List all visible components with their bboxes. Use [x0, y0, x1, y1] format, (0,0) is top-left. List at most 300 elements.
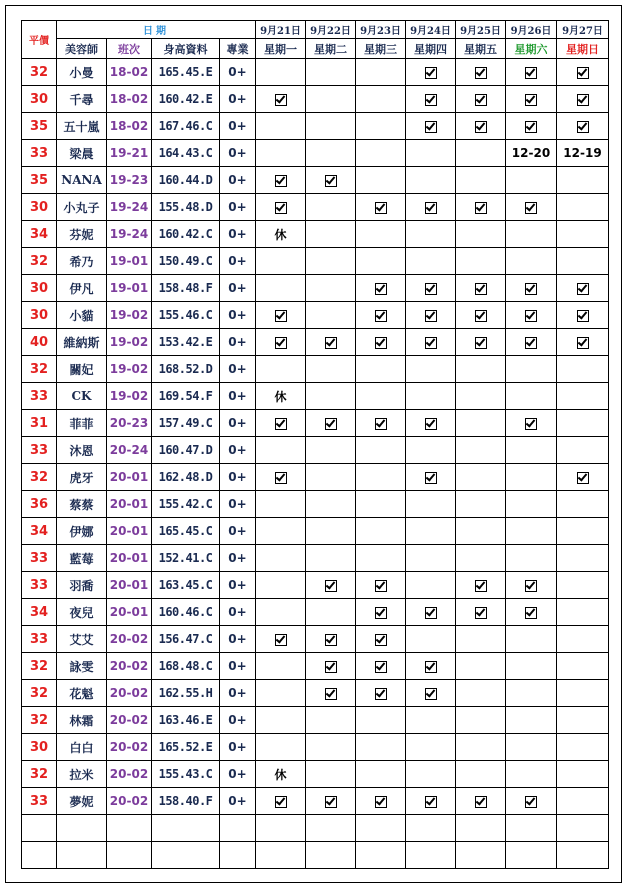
checkbox-checked-icon [425, 283, 437, 295]
day-cell [256, 167, 306, 194]
day-cell [356, 707, 406, 734]
group-cell: 20-02 [107, 707, 152, 734]
day-cell [456, 275, 506, 302]
day-cell [406, 167, 456, 194]
group-column-header: 班次 [107, 39, 152, 59]
day-cell [456, 329, 506, 356]
day-cell [406, 761, 456, 788]
day-cell [557, 734, 609, 761]
day-cell [356, 59, 406, 86]
group-cell: 20-23 [107, 410, 152, 437]
day-cell [306, 59, 356, 86]
day-cell [256, 59, 306, 86]
day-cell [456, 410, 506, 437]
checkbox-checked-icon [275, 472, 287, 484]
checkbox-checked-icon [325, 418, 337, 430]
day-cell [456, 572, 506, 599]
price-cell: 30 [22, 86, 57, 113]
weekday-cell-saturday: 星期六 [506, 39, 557, 59]
schedule-table [21, 20, 609, 869]
table-row [22, 545, 609, 572]
table-row [22, 599, 609, 626]
checkbox-checked-icon [375, 580, 387, 592]
day-cell [506, 221, 557, 248]
table-row [22, 86, 609, 113]
day-cell [557, 437, 609, 464]
day-cell [456, 680, 506, 707]
day-cell [306, 572, 356, 599]
day-cell [456, 248, 506, 275]
stats-cell: 165.45.C [152, 518, 220, 545]
spec-cell: 0+ [220, 167, 256, 194]
day-cell [557, 59, 609, 86]
day-cell [506, 329, 557, 356]
day-cell [306, 437, 356, 464]
day-cell [406, 329, 456, 356]
day-cell [406, 599, 456, 626]
day-cell [306, 653, 356, 680]
spec-cell: 0+ [220, 329, 256, 356]
day-cell [256, 491, 306, 518]
day-cell [256, 302, 306, 329]
group-cell: 19-23 [107, 167, 152, 194]
day-cell [557, 167, 609, 194]
day-cell [256, 221, 306, 248]
day-cell [356, 761, 406, 788]
table-row [22, 140, 609, 167]
empty-cell [256, 815, 306, 842]
day-cell [557, 248, 609, 275]
group-cell: 20-02 [107, 734, 152, 761]
spec-cell: 0+ [220, 437, 256, 464]
day-cell [456, 302, 506, 329]
day-cell [557, 761, 609, 788]
day-cell [406, 680, 456, 707]
empty-cell [306, 842, 356, 869]
day-cell [406, 518, 456, 545]
empty-cell [107, 815, 152, 842]
name-cell: 伊凡 [57, 275, 107, 302]
day-cell [256, 356, 306, 383]
day-cell [456, 545, 506, 572]
table-row [22, 626, 609, 653]
day-cell [506, 626, 557, 653]
table-row [22, 761, 609, 788]
day-cell [506, 545, 557, 572]
day-cell [306, 383, 356, 410]
day-cell [557, 383, 609, 410]
day-cell [557, 680, 609, 707]
day-cell [256, 329, 306, 356]
checkbox-checked-icon [325, 688, 337, 700]
day-cell [456, 464, 506, 491]
checkbox-checked-icon [425, 688, 437, 700]
name-cell: 梁晨 [57, 140, 107, 167]
group-cell: 20-24 [107, 437, 152, 464]
name-cell: 希乃 [57, 248, 107, 275]
weekday-cell: 星期三 [356, 39, 406, 59]
stats-column-header: 身高資料 [152, 39, 220, 59]
day-cell [256, 545, 306, 572]
day-cell [506, 437, 557, 464]
empty-cell [356, 842, 406, 869]
stats-cell: 165.45.E [152, 59, 220, 86]
day-cell [256, 248, 306, 275]
checkbox-checked-icon [577, 472, 589, 484]
day-cell [356, 383, 406, 410]
day-cell [456, 383, 506, 410]
day-cell [306, 329, 356, 356]
checkbox-checked-icon [577, 94, 589, 106]
day-cell [506, 410, 557, 437]
checkbox-checked-icon [425, 121, 437, 133]
day-cell [456, 437, 506, 464]
weekday-cell: 星期一 [256, 39, 306, 59]
date-cell: 9月22日 [306, 21, 356, 39]
checkbox-checked-icon [275, 418, 287, 430]
group-cell: 18-02 [107, 59, 152, 86]
checkbox-checked-icon [275, 310, 287, 322]
date-cell: 9月24日 [406, 21, 456, 39]
day-cell [356, 356, 406, 383]
name-cell: 伊娜 [57, 518, 107, 545]
day-cell [306, 356, 356, 383]
group-cell: 19-02 [107, 356, 152, 383]
name-cell: NANA [57, 167, 107, 194]
spec-cell: 0+ [220, 599, 256, 626]
day-cell [356, 275, 406, 302]
spec-cell: 0+ [220, 140, 256, 167]
day-cell [356, 572, 406, 599]
day-cell [306, 194, 356, 221]
checkbox-checked-icon [577, 67, 589, 79]
day-cell [506, 518, 557, 545]
table-row [22, 194, 609, 221]
checkbox-checked-icon [475, 796, 487, 808]
day-cell [256, 653, 306, 680]
stats-cell: 169.54.F [152, 383, 220, 410]
day-cell [506, 707, 557, 734]
name-cell: 白白 [57, 734, 107, 761]
day-cell [406, 437, 456, 464]
day-cell [306, 275, 356, 302]
checkbox-checked-icon [525, 202, 537, 214]
spec-cell: 0+ [220, 194, 256, 221]
checkbox-checked-icon [275, 175, 287, 187]
price-cell: 32 [22, 680, 57, 707]
day-cell [406, 572, 456, 599]
table-row [22, 572, 609, 599]
price-cell: 33 [22, 383, 57, 410]
day-cell [356, 329, 406, 356]
day-cell [306, 491, 356, 518]
empty-cell [456, 842, 506, 869]
day-cell [506, 356, 557, 383]
spec-cell: 0+ [220, 518, 256, 545]
day-cell [406, 194, 456, 221]
stats-cell: 163.45.C [152, 572, 220, 599]
date-cell: 9月21日 [256, 21, 306, 39]
day-cell [456, 626, 506, 653]
price-cell: 35 [22, 167, 57, 194]
day-cell [356, 464, 406, 491]
day-cell [356, 302, 406, 329]
day-cell [557, 518, 609, 545]
day-cell [356, 626, 406, 653]
day-cell [557, 707, 609, 734]
group-cell: 19-02 [107, 383, 152, 410]
stats-cell: 155.43.C [152, 761, 220, 788]
empty-cell [22, 815, 57, 842]
day-cell [356, 599, 406, 626]
day-cell [306, 86, 356, 113]
day-cell [557, 410, 609, 437]
stats-cell: 157.49.C [152, 410, 220, 437]
day-cell [506, 302, 557, 329]
day-cell [456, 194, 506, 221]
day-cell [506, 59, 557, 86]
table-row [22, 302, 609, 329]
day-cell [406, 356, 456, 383]
day-cell [456, 140, 506, 167]
checkbox-checked-icon [275, 202, 287, 214]
spec-cell: 0+ [220, 275, 256, 302]
day-cell [306, 113, 356, 140]
empty-cell [152, 842, 220, 869]
checkbox-checked-icon [475, 310, 487, 322]
checkbox-checked-icon [475, 283, 487, 295]
name-cell: 拉米 [57, 761, 107, 788]
day-cell [356, 86, 406, 113]
table-row [22, 356, 609, 383]
day-cell [306, 761, 356, 788]
checkbox-checked-icon [577, 121, 589, 133]
day-cell [306, 140, 356, 167]
name-cell: 花魁 [57, 680, 107, 707]
stats-cell: 156.47.C [152, 626, 220, 653]
day-cell [256, 518, 306, 545]
day-cell [356, 437, 406, 464]
spec-cell: 0+ [220, 572, 256, 599]
spec-cell: 0+ [220, 626, 256, 653]
checkbox-checked-icon [275, 337, 287, 349]
day-cell [557, 113, 609, 140]
spec-cell: 0+ [220, 680, 256, 707]
day-note: 休 [274, 767, 287, 782]
empty-cell [220, 815, 256, 842]
group-cell: 19-02 [107, 329, 152, 356]
day-cell [356, 653, 406, 680]
name-cell: 小貓 [57, 302, 107, 329]
day-cell [557, 626, 609, 653]
empty-row [22, 842, 609, 869]
group-cell: 20-01 [107, 518, 152, 545]
header-row-columns [22, 39, 609, 59]
day-cell [406, 734, 456, 761]
table-row [22, 437, 609, 464]
checkbox-checked-icon [475, 94, 487, 106]
day-cell [557, 545, 609, 572]
day-cell [306, 221, 356, 248]
name-cell: 夢妮 [57, 788, 107, 815]
group-cell: 20-01 [107, 572, 152, 599]
header-row-dates [22, 21, 609, 39]
day-cell [256, 734, 306, 761]
checkbox-checked-icon [375, 688, 387, 700]
day-cell [456, 491, 506, 518]
table-row [22, 653, 609, 680]
day-cell [356, 194, 406, 221]
day-note: 休 [274, 227, 287, 242]
name-cell: 小丸子 [57, 194, 107, 221]
checkbox-checked-icon [525, 796, 537, 808]
day-cell [356, 491, 406, 518]
day-cell [456, 599, 506, 626]
spec-cell: 0+ [220, 464, 256, 491]
day-cell [406, 626, 456, 653]
checkbox-checked-icon [325, 661, 337, 673]
day-cell [406, 248, 456, 275]
day-cell [406, 221, 456, 248]
stats-cell: 155.42.C [152, 491, 220, 518]
day-cell [506, 248, 557, 275]
day-cell [456, 167, 506, 194]
table-row [22, 518, 609, 545]
stats-cell: 160.47.D [152, 437, 220, 464]
day-cell [506, 572, 557, 599]
empty-cell [57, 815, 107, 842]
checkbox-checked-icon [375, 634, 387, 646]
day-cell [456, 788, 506, 815]
checkbox-checked-icon [525, 580, 537, 592]
checkbox-checked-icon [375, 202, 387, 214]
day-cell [456, 761, 506, 788]
empty-cell [306, 815, 356, 842]
group-cell: 18-02 [107, 86, 152, 113]
spec-cell: 0+ [220, 248, 256, 275]
stats-cell: 163.46.E [152, 707, 220, 734]
checkbox-checked-icon [525, 94, 537, 106]
price-cell: 33 [22, 626, 57, 653]
empty-cell [152, 815, 220, 842]
table-row [22, 383, 609, 410]
stats-cell: 160.42.C [152, 221, 220, 248]
name-cell: 芬妮 [57, 221, 107, 248]
day-cell [256, 464, 306, 491]
spec-cell: 0+ [220, 86, 256, 113]
checkbox-checked-icon [475, 121, 487, 133]
spec-cell: 0+ [220, 707, 256, 734]
spec-cell: 0+ [220, 113, 256, 140]
day-cell [506, 113, 557, 140]
day-cell [506, 491, 557, 518]
price-cell: 33 [22, 788, 57, 815]
name-cell: 五十嵐 [57, 113, 107, 140]
table-row [22, 275, 609, 302]
empty-cell [506, 815, 557, 842]
name-cell: 蔡蔡 [57, 491, 107, 518]
price-cell: 33 [22, 437, 57, 464]
day-cell [506, 788, 557, 815]
date-cell: 9月27日 [557, 21, 609, 39]
table-row [22, 491, 609, 518]
day-cell [557, 302, 609, 329]
price-cell: 40 [22, 329, 57, 356]
price-cell: 30 [22, 302, 57, 329]
checkbox-checked-icon [275, 634, 287, 646]
stats-cell: 152.41.C [152, 545, 220, 572]
price-cell: 32 [22, 248, 57, 275]
checkbox-checked-icon [425, 418, 437, 430]
price-cell: 30 [22, 194, 57, 221]
name-cell: 菲菲 [57, 410, 107, 437]
day-cell [256, 410, 306, 437]
table-row [22, 59, 609, 86]
day-cell [306, 599, 356, 626]
spec-cell: 0+ [220, 356, 256, 383]
name-cell: 沐恩 [57, 437, 107, 464]
checkbox-checked-icon [325, 580, 337, 592]
day-cell [256, 788, 306, 815]
day-cell [406, 86, 456, 113]
stats-cell: 168.52.D [152, 356, 220, 383]
checkbox-checked-icon [577, 337, 589, 349]
day-cell [306, 167, 356, 194]
spec-cell: 0+ [220, 59, 256, 86]
day-cell [356, 545, 406, 572]
day-cell [456, 86, 506, 113]
name-cell: 藍莓 [57, 545, 107, 572]
table-row [22, 113, 609, 140]
day-cell [557, 788, 609, 815]
checkbox-checked-icon [525, 418, 537, 430]
day-cell [256, 383, 306, 410]
checkbox-checked-icon [475, 67, 487, 79]
price-cell: 35 [22, 113, 57, 140]
day-cell [557, 356, 609, 383]
spec-cell: 0+ [220, 788, 256, 815]
checkbox-checked-icon [275, 94, 287, 106]
day-cell [406, 302, 456, 329]
spec-column-header: 專業 [220, 39, 256, 59]
empty-cell [406, 815, 456, 842]
empty-cell [256, 842, 306, 869]
table-row [22, 464, 609, 491]
date-cell: 9月25日 [456, 21, 506, 39]
empty-cell [506, 842, 557, 869]
name-column-header: 美容師 [57, 39, 107, 59]
checkbox-checked-icon [375, 661, 387, 673]
day-cell [256, 572, 306, 599]
day-cell [256, 626, 306, 653]
group-cell: 19-24 [107, 194, 152, 221]
date-cell: 9月23日 [356, 21, 406, 39]
checkbox-checked-icon [425, 661, 437, 673]
stats-cell: 160.44.D [152, 167, 220, 194]
day-cell [506, 653, 557, 680]
day-cell [256, 599, 306, 626]
checkbox-checked-icon [475, 337, 487, 349]
checkbox-checked-icon [425, 94, 437, 106]
price-cell: 34 [22, 599, 57, 626]
spec-cell: 0+ [220, 491, 256, 518]
stats-cell: 158.40.F [152, 788, 220, 815]
day-cell [356, 221, 406, 248]
price-header: 平價 [22, 21, 57, 59]
day-cell [306, 464, 356, 491]
day-cell [356, 734, 406, 761]
day-cell [256, 140, 306, 167]
